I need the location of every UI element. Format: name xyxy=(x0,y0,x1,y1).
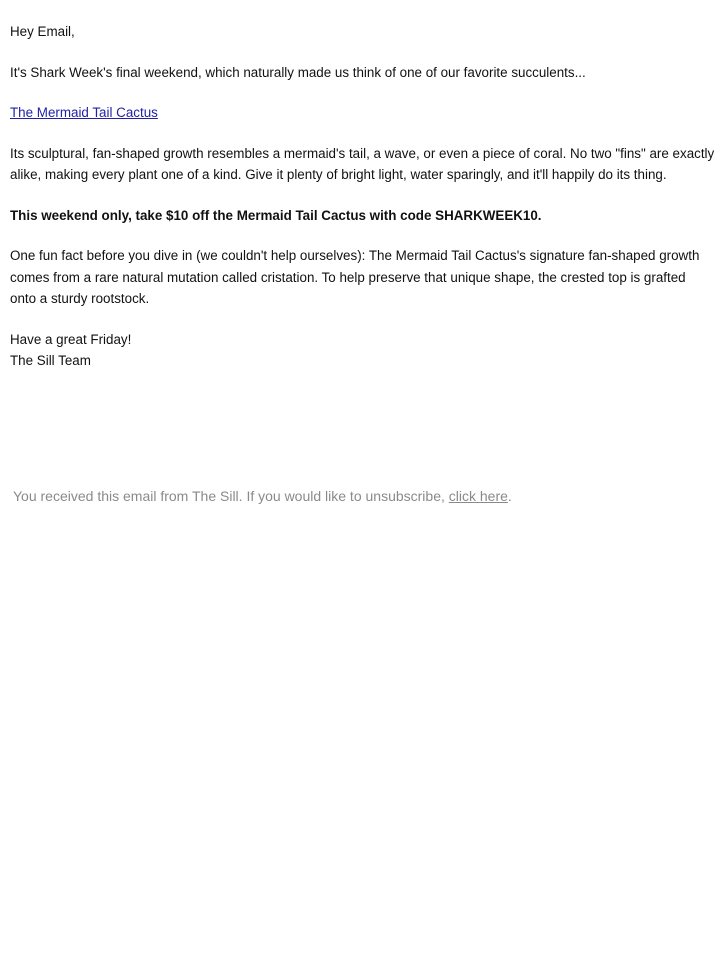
intro-paragraph: It's Shark Week's final weekend, which naturally made us think of one of our favorite succulents... xyxy=(10,64,586,80)
product-link[interactable]: The Mermaid Tail Cactus xyxy=(10,105,158,120)
signoff-line: Have a great Friday! xyxy=(10,331,132,347)
fun-fact-paragraph: One fun fact before you dive in (we couldn't help ourselves): The Mermaid Tail Cactus's signature fan-shaped growth comes from a rare natural mutation called cristation. To help preserve that unique shape, the crested top is grafted onto a sturdy rootstock. xyxy=(10,248,700,306)
signoff xyxy=(10,329,715,372)
signature: The Sill Team xyxy=(10,353,91,368)
description-paragraph: Its sculptural, fan-shaped growth resembles a mermaid's tail, a wave, or even a piece of coral. No two "fins" are exactly alike, making every plant one of a kind. Give it plenty of bright light, water sparingly, and it'll happily do its thing. xyxy=(10,145,715,182)
email-body xyxy=(10,21,715,391)
unsubscribe-link[interactable]: click here xyxy=(448,488,508,504)
footer-end: . xyxy=(507,488,512,504)
promo-paragraph: This weekend only, take $10 off the Mermaid Tail Cactus with code SHARKWEEK10. xyxy=(10,207,542,223)
footer-text: You received this email from The Sill. If you would like to unsubscribe, xyxy=(13,488,449,504)
footer-unsubscribe xyxy=(13,486,713,506)
greeting: Hey Email, xyxy=(10,24,75,39)
product-link-paragraph xyxy=(10,102,715,124)
